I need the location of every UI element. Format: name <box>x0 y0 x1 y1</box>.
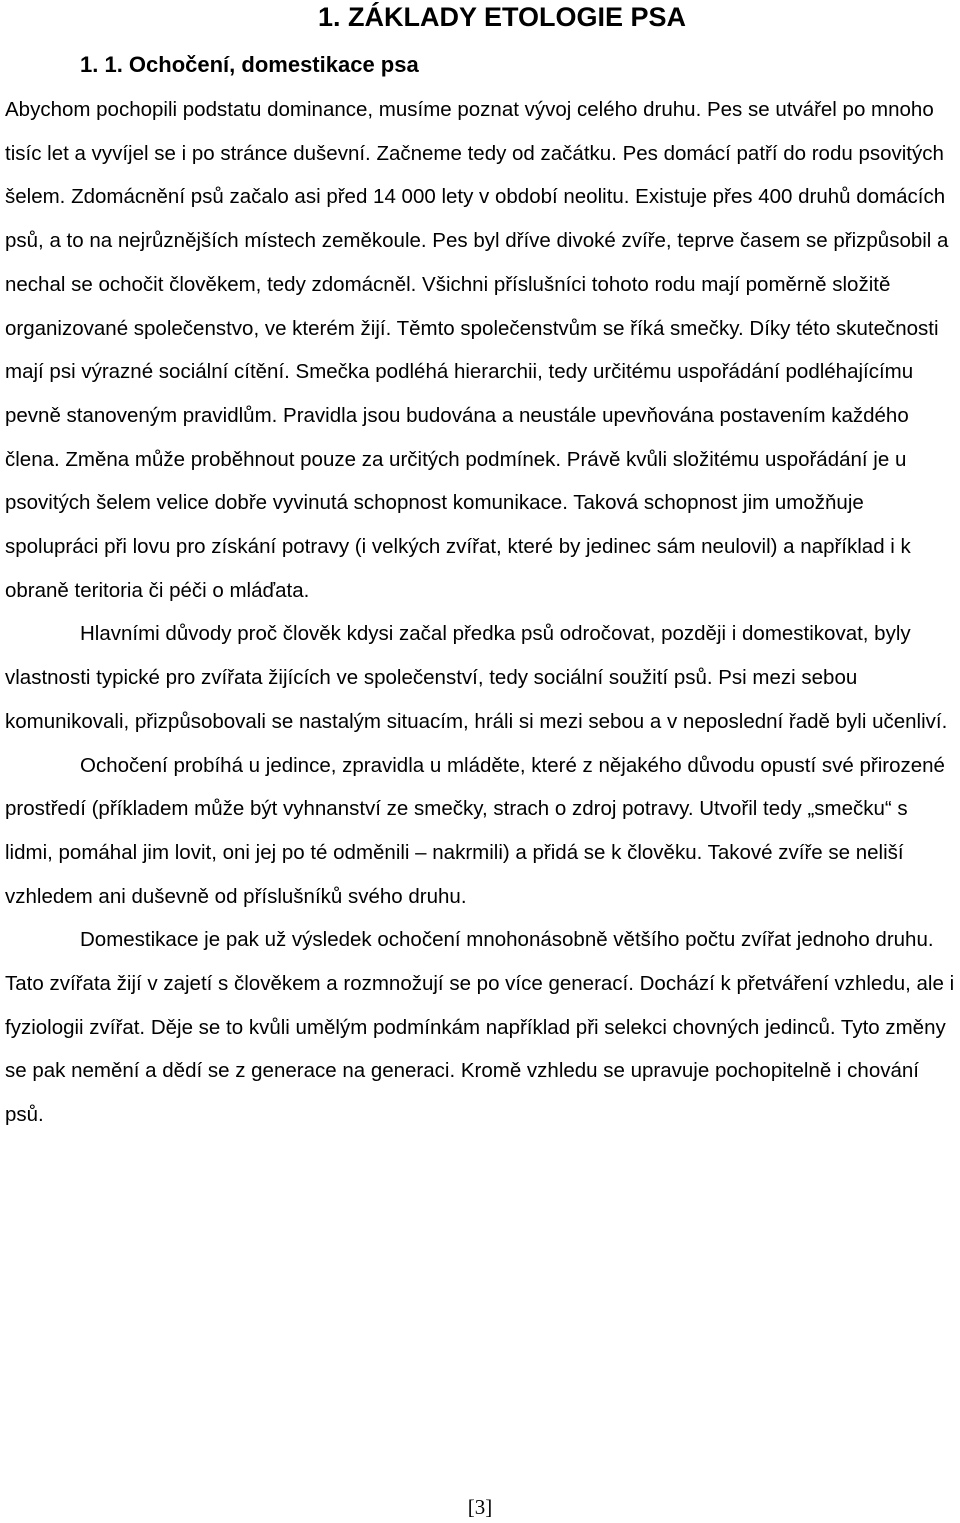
paragraph-1: Abychom pochopili podstatu dominance, musíme poznat vývoj celého druhu. Pes se utvářel po mnoho tisíc let a vyvíjel se i po stránce duševní. Začneme tedy od začátku. Pes domácí patří do rodu psovitých šelem. Zdomácnění psů začalo asi před 14 000 lety v období neolitu. Existuje přes 400 druhů domácích psů, a to na nejrůznějších místech zeměkoule. Pes byl dříve divoké zvíře, teprve časem se přizpůsobil a nechal se ochočit člověkem, tedy zdomácněl. Všichni příslušníci tohoto rodu mají poměrně složitě organizované společenstvo, ve kterém žijí. Těmto společenstvům se říká smečky. Díky této skutečnosti mají psi výrazné sociální cítění. Smečka podléhá hierarchii, tedy určitému uspořádání podléhajícímu pevně stanoveným pravidlům. Pravidla jsou budována a neustále upevňována postavením každého člena. Změna může proběhnout pouze za určitých podmínek. Právě kvůli složitému uspořádání je u psovitých šelem velice dobře vyvinutá schopnost komunikace. Taková schopnost jim umožňuje spolupráci při lovu pro získání potravy (i velkých zvířat, které by jedinec sám neulovil) a například i k obraně teritoria či péči o mláďata. <box>5 98 949 602</box>
paragraph-2: Hlavními důvody proč člověk kdysi začal předka psů odročovat, později i domestikovat, byly vlastnosti typické pro zvířata žijících ve společenství, tedy sociální soužití psů. Psi mezi sebou komunikovali, přizpůsobovali se nastalým situacím, hráli si mezi sebou a v neposlední řadě byli učenliví. <box>5 622 948 733</box>
paragraph-4: Domestikace je pak už výsledek ochočení mnohonásobně většího počtu zvířat jednoho druhu. Tato zvířata žijí v zajetí s člověkem a rozmnožují se po více generací. Dochází k přetváření vzhledu, ale i fyziologii zvířat. Děje se to kvůli umělým podmínkám například při selekci chovných jedinců. Tyto změny se pak nemění a dědí se z generace na generaci. Kromě vzhledu se upravuje pochopitelně i chování psů. <box>5 928 955 1127</box>
page-number: [3] <box>467 1495 493 1519</box>
body-text <box>5 88 957 1137</box>
chapter-title: 1. ZÁKLADY ETOLOGIE PSA <box>318 2 687 32</box>
paragraph-3: Ochočení probíhá u jedince, zpravidla u mláděte, které z nějakého důvodu opustí své přirozené prostředí (příkladem může být vyhnanství ze smečky, strach o zdroj potravy. Utvořil tedy „smečku“ s lidmi, pomáhal jim lovit, oni jej po té odměnili – nakrmili) a přidá se k člověku. Takové zvíře se neliší vzhledem ani duševně od příslušníků svého druhu. <box>5 753 945 908</box>
section-title: 1. 1. Ochočení, domestikace psa <box>80 52 419 77</box>
